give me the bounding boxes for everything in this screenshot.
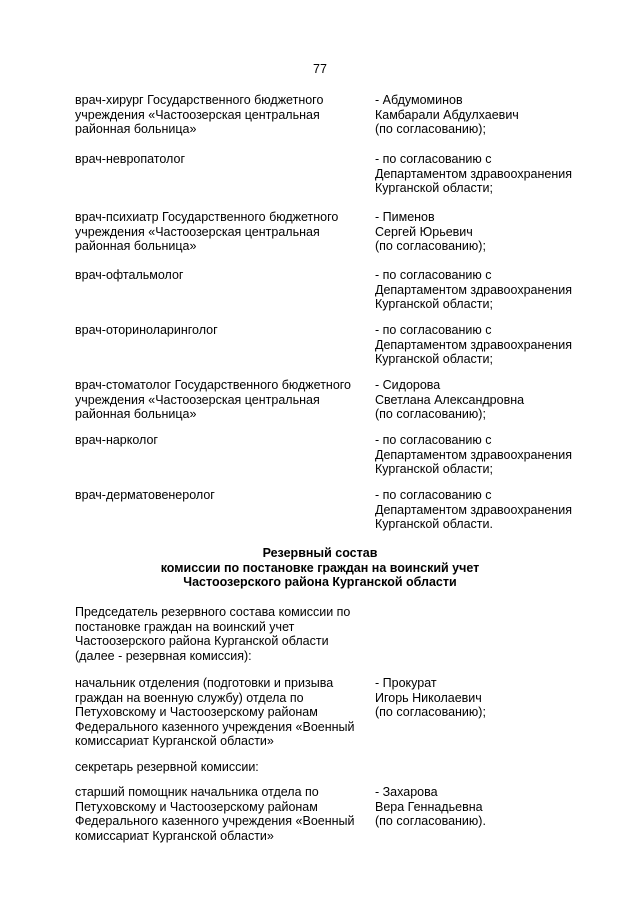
page-number: 77	[313, 62, 327, 76]
reserve-section-heading: Резервный состав комиссии по постановке граждан на воинский учет Частоозерского района Курганской области	[160, 546, 480, 589]
member-position: врач-дерматовенеролог	[75, 488, 215, 502]
secretary-intro: секретарь резервной комиссии:	[75, 760, 259, 774]
member-person: - по согласованию с Департаментом здравоохранения Курганской области;	[375, 152, 572, 195]
member-person: - по согласованию с Департаментом здравоохранения Курганской области.	[375, 488, 572, 531]
member-person: - Сидорова Светлана Александровна (по согласованию);	[375, 378, 525, 421]
member-position: врач-оториноларинголог	[75, 323, 218, 337]
member-position: врач-хирург Государственного бюджетного учреждения «Частоозерская центральная районная больница»	[75, 93, 324, 136]
member-person: - Абдумоминов Камбарали Абдулхаевич (по согласованию);	[375, 93, 519, 136]
chair-intro: Председатель резервного состава комиссии по постановке граждан на воинский учет Частоозерского района Курганской области (далее - резервная комиссия):	[75, 605, 351, 663]
member-person: - по согласованию с Департаментом здравоохранения Курганской области;	[375, 323, 572, 366]
secretary-position: старший помощник начальника отдела по Петуховскому и Частоозерскому районам Федерального казенного учреждения «Военный комиссариат Курганской области»	[75, 785, 355, 843]
chair-person: - Прокурат Игорь Николаевич (по согласованию);	[375, 676, 486, 719]
member-person: - по согласованию с Департаментом здравоохранения Курганской области;	[375, 268, 572, 311]
member-position: врач-невропатолог	[75, 152, 185, 166]
secretary-person: - Захарова Вера Геннадьевна (по согласованию).	[375, 785, 486, 828]
member-position: врач-офтальмолог	[75, 268, 184, 282]
member-position: врач-стоматолог Государственного бюджетного учреждения «Частоозерская центральная районная больница»	[75, 378, 352, 421]
member-position: врач-нарколог	[75, 433, 158, 447]
member-person: - по согласованию с Департаментом здравоохранения Курганской области;	[375, 433, 572, 476]
member-person: - Пименов Сергей Юрьевич (по согласованию);	[375, 210, 486, 253]
member-position: врач-психиатр Государственного бюджетного учреждения «Частоозерская центральная районная больница»	[75, 210, 339, 253]
chair-position: начальник отделения (подготовки и призыва граждан на военную службу) отдела по Петуховскому и Частоозерскому районам Федерального казенного учреждения «Военный комиссариат Курганской области»	[75, 676, 355, 748]
